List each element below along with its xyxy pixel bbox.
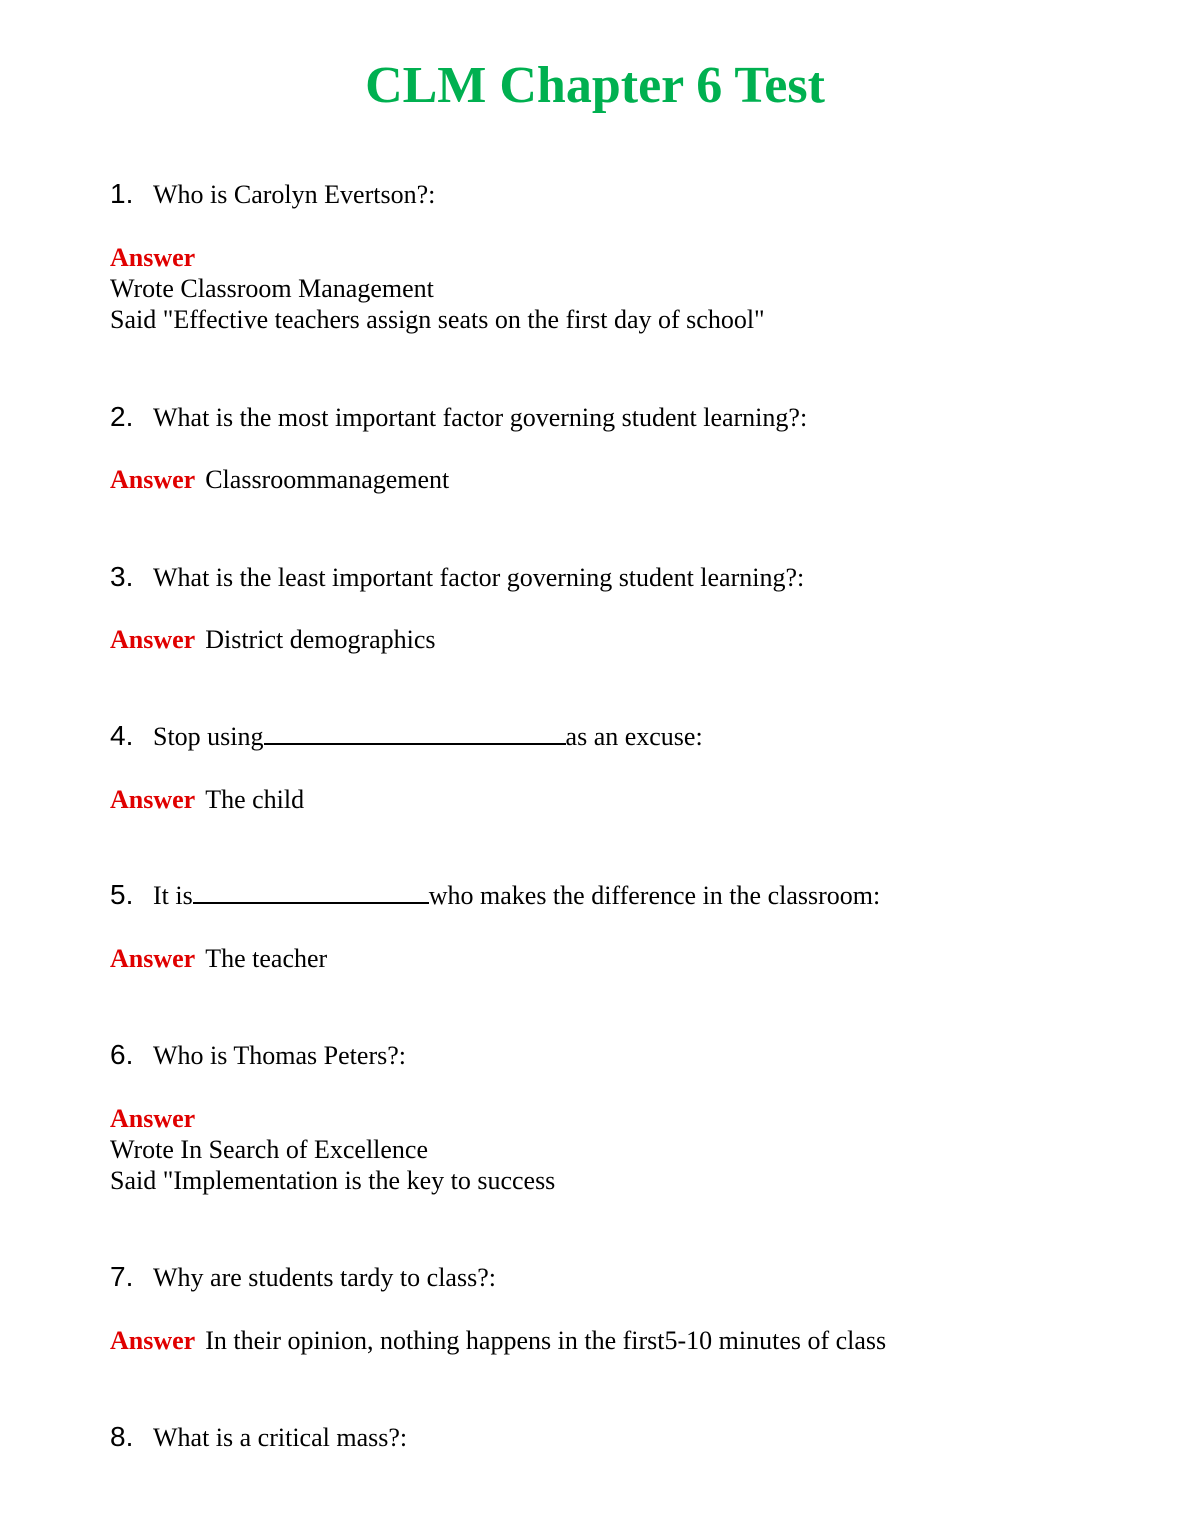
question-number: 4.	[110, 720, 134, 751]
question-text: What is the most important factor governing student learning?:	[153, 403, 808, 432]
answer-4	[110, 784, 304, 815]
answer-text: Said "Effective teachers assign seats on the first day of school"	[110, 305, 765, 334]
answer-7	[110, 1325, 886, 1356]
question-text: What is the least important factor governing student learning?:	[153, 563, 805, 592]
answer-text: The child	[205, 785, 305, 814]
answer-label: Answer	[110, 625, 196, 654]
answer-text: Wrote Classroom Management	[110, 274, 434, 303]
question-text: Who is Carolyn Evertson?:	[153, 180, 436, 209]
answer-2	[110, 464, 449, 495]
question-text: Why are students tardy to class?:	[153, 1263, 496, 1292]
answer-label: Answer	[110, 785, 196, 814]
answer-label: Answer	[110, 465, 196, 494]
question-number: 8.	[110, 1421, 134, 1452]
answer-1	[110, 242, 765, 335]
question-text: Who is Thomas Peters?:	[153, 1041, 406, 1070]
question-4	[110, 720, 703, 752]
question-text-after: who makes the difference in the classroom:	[428, 881, 881, 910]
answer-label: Answer	[110, 243, 196, 272]
question-text-after: as an excuse:	[565, 722, 703, 751]
question-text: What is a critical mass?:	[153, 1423, 408, 1452]
question-2	[110, 401, 807, 433]
answer-label: Answer	[110, 944, 196, 973]
question-8	[110, 1421, 407, 1453]
question-7	[110, 1261, 496, 1293]
question-1	[110, 178, 435, 210]
answer-label: Answer	[110, 1104, 196, 1133]
answer-text: Said "Implementation is the key to success	[110, 1166, 556, 1195]
question-number: 7.	[110, 1261, 134, 1292]
answer-5	[110, 943, 327, 974]
question-5	[110, 879, 880, 911]
answer-text: Classroommanagement	[205, 465, 450, 494]
question-text-before: Stop using	[153, 722, 264, 751]
answer-text: Wrote In Search of Excellence	[110, 1135, 429, 1164]
question-number: 1.	[110, 178, 134, 209]
answer-text: The teacher	[205, 944, 328, 973]
question-number: 2.	[110, 401, 134, 432]
answer-label: Answer	[110, 1326, 196, 1355]
question-number: 3.	[110, 561, 134, 592]
question-number: 6.	[110, 1039, 134, 1070]
fill-in-blank	[264, 721, 566, 745]
question-number: 5.	[110, 879, 134, 910]
fill-in-blank	[193, 880, 429, 904]
answer-6	[110, 1103, 555, 1196]
answer-text: District demographics	[205, 625, 436, 654]
question-3	[110, 561, 804, 593]
question-text-before: It is	[153, 881, 193, 910]
answer-text: In their opinion, nothing happens in the first5-10 minutes of class	[205, 1326, 887, 1355]
answer-3	[110, 624, 436, 655]
page-title: CLM Chapter 6 Test	[365, 57, 825, 114]
question-6	[110, 1039, 406, 1071]
